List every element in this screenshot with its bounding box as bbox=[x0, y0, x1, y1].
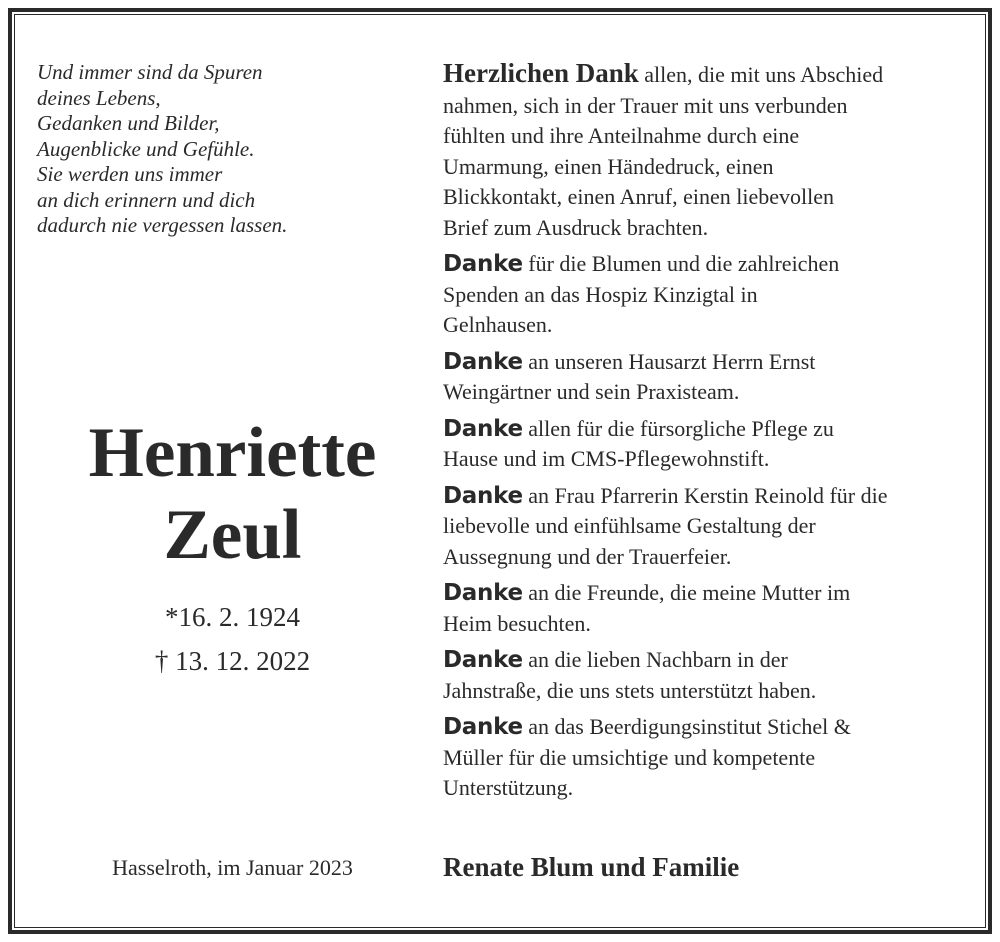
poem-line: Gedanken und Bilder, bbox=[37, 111, 220, 135]
thanks-text-line: Müller für die umsichtige und kompetente bbox=[443, 744, 816, 770]
thanks-text-line: Jahnstraße, die uns stets unterstützt haben. bbox=[443, 677, 817, 703]
poem-line: Sie werden uns immer bbox=[37, 162, 223, 186]
thanks-text-line: fühlten und ihre Anteilnahme durch eine bbox=[443, 123, 800, 148]
thanks-first-line bbox=[443, 249, 963, 280]
thanks-text-line: Heim besuchten. bbox=[443, 610, 591, 636]
thanks-text: allen für die fürsorgliche Pflege zu bbox=[522, 415, 834, 441]
thanks-lead: Danke bbox=[443, 647, 523, 673]
signature: Renate Blum und Familie bbox=[443, 852, 740, 882]
death-date: † 13. 12. 2022 bbox=[154, 646, 311, 676]
thanks-paragraph bbox=[443, 578, 963, 639]
thanks-lead: Danke bbox=[443, 580, 523, 606]
poem-line: Und immer sind da Spuren bbox=[37, 60, 263, 84]
thanks-text-line: Blickkontakt, einen Anruf, einen liebevollen bbox=[443, 184, 835, 209]
thanks-first-line bbox=[443, 712, 963, 743]
thanks-text: allen, die mit uns Abschied bbox=[638, 62, 884, 87]
thanks-paragraph bbox=[443, 645, 963, 706]
thanks-text-line: Brief zum Ausdruck brachten. bbox=[443, 214, 709, 240]
thanks-text: an die lieben Nachbarn in der bbox=[522, 647, 788, 672]
poem bbox=[37, 60, 367, 239]
deceased-name bbox=[30, 412, 435, 576]
birth-date: *16. 2. 1924 bbox=[165, 602, 300, 632]
thanks-text-line: Unterstützung. bbox=[443, 775, 574, 800]
thanks-paragraph bbox=[443, 481, 963, 573]
life-dates bbox=[30, 595, 435, 683]
poem-line: Augenblicke und Gefühle. bbox=[37, 136, 255, 161]
thanks-first-line bbox=[443, 58, 963, 91]
thanks-text-line: Spenden an das Hospiz Kinzigtal in bbox=[443, 281, 758, 307]
thanks-lead: Herzlichen Dank bbox=[443, 58, 639, 88]
thanks-text-line: Gelnhausen. bbox=[443, 312, 553, 337]
last-name: Zeul bbox=[163, 496, 302, 574]
thanks-paragraph bbox=[443, 249, 963, 341]
thanks-lead: Danke bbox=[443, 348, 523, 375]
thanks-first-line bbox=[443, 578, 963, 609]
thanks-text: an Frau Pfarrerin Kerstin Reinold für die bbox=[522, 482, 888, 508]
place-and-date: Hasselroth, im Januar 2023 bbox=[112, 855, 353, 880]
thanks-text: für die Blumen und die zahlreichen bbox=[522, 251, 840, 276]
thanks-text-line: Aussegnung und der Trauerfeier. bbox=[443, 543, 732, 569]
first-name: Henriette bbox=[88, 414, 377, 492]
thanks-first-line bbox=[443, 645, 963, 676]
thanks-paragraph bbox=[443, 414, 963, 475]
thanks-text-line: nahmen, sich in der Trauer mit uns verbunden bbox=[443, 92, 848, 118]
thanks-section bbox=[443, 58, 963, 810]
thanks-lead: Danke bbox=[443, 714, 523, 740]
thanks-paragraph bbox=[443, 712, 963, 804]
thanks-lead: Danke bbox=[443, 482, 523, 509]
poem-line: dadurch nie vergessen lassen. bbox=[37, 213, 288, 237]
thanks-lead: Danke bbox=[443, 251, 523, 277]
thanks-text-line: Umarmung, einen Händedruck, einen bbox=[443, 153, 774, 179]
thanks-text-line: Hause und im CMS-Pflegewohnstift. bbox=[443, 446, 770, 471]
thanks-text-line: Weingärtner und sein Praxisteam. bbox=[443, 379, 740, 404]
thanks-text: an das Beerdigungsinstitut Stichel & bbox=[522, 714, 851, 739]
thanks-first-line bbox=[443, 481, 963, 512]
poem-line: deines Lebens, bbox=[37, 85, 161, 110]
thanks-text-line: liebevolle und einfühlsame Gestaltung der bbox=[443, 513, 816, 538]
thanks-first-line bbox=[443, 347, 963, 378]
thanks-first-line bbox=[443, 414, 963, 445]
thanks-paragraph bbox=[443, 58, 963, 243]
poem-line: an dich erinnern und dich bbox=[37, 187, 256, 212]
thanks-text: an unseren Hausarzt Herrn Ernst bbox=[522, 348, 816, 374]
thanks-lead: Danke bbox=[443, 415, 523, 442]
thanks-text: an die Freunde, die meine Mutter im bbox=[522, 580, 851, 605]
thanks-paragraph bbox=[443, 347, 963, 408]
